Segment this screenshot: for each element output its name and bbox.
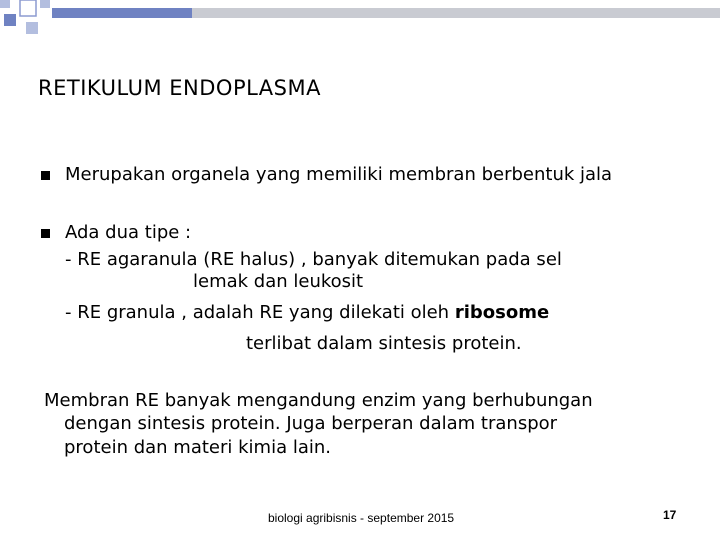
paragraph-line: Membran RE banyak mengandung enzim yang berhubungan — [44, 390, 593, 411]
bullet-square-icon — [41, 229, 50, 238]
decor-square — [26, 22, 38, 34]
sub-item-text-part: - RE granula , adalah RE yang dilekati oleh — [65, 302, 455, 323]
paragraph-line: dengan sintesis protein. Juga berperan dalam transpor — [64, 413, 558, 434]
paragraph-line: protein dan materi kimia lain. — [64, 437, 331, 458]
footer-text: biologi agribisnis - september 2015 — [268, 511, 455, 525]
bullet-square-icon — [41, 171, 50, 180]
ribosome-term: ribosome — [454, 302, 550, 323]
sub-item-text — [65, 302, 549, 324]
decor-square — [40, 0, 50, 8]
bullet-text: Merupakan organela yang memiliki membran berbentuk jala — [65, 164, 613, 185]
sub-item-text: lemak dan leukosit — [193, 271, 364, 292]
page-number: 17 — [663, 508, 677, 522]
slide-title: RETIKULUM ENDOPLASMA — [38, 76, 321, 100]
decor-square — [0, 0, 10, 8]
decor-bar-light — [192, 8, 720, 18]
sub-item-text: - RE agaranula (RE halus) , banyak ditemukan pada sel — [65, 249, 562, 270]
decor-square — [4, 14, 16, 26]
decor-bar-blue — [52, 8, 192, 18]
decor-square — [20, 0, 36, 16]
sub-item-text: terlibat dalam sintesis protein. — [246, 333, 522, 354]
bullet-heading: Ada dua tipe : — [65, 222, 192, 243]
header-decoration — [0, 0, 720, 50]
